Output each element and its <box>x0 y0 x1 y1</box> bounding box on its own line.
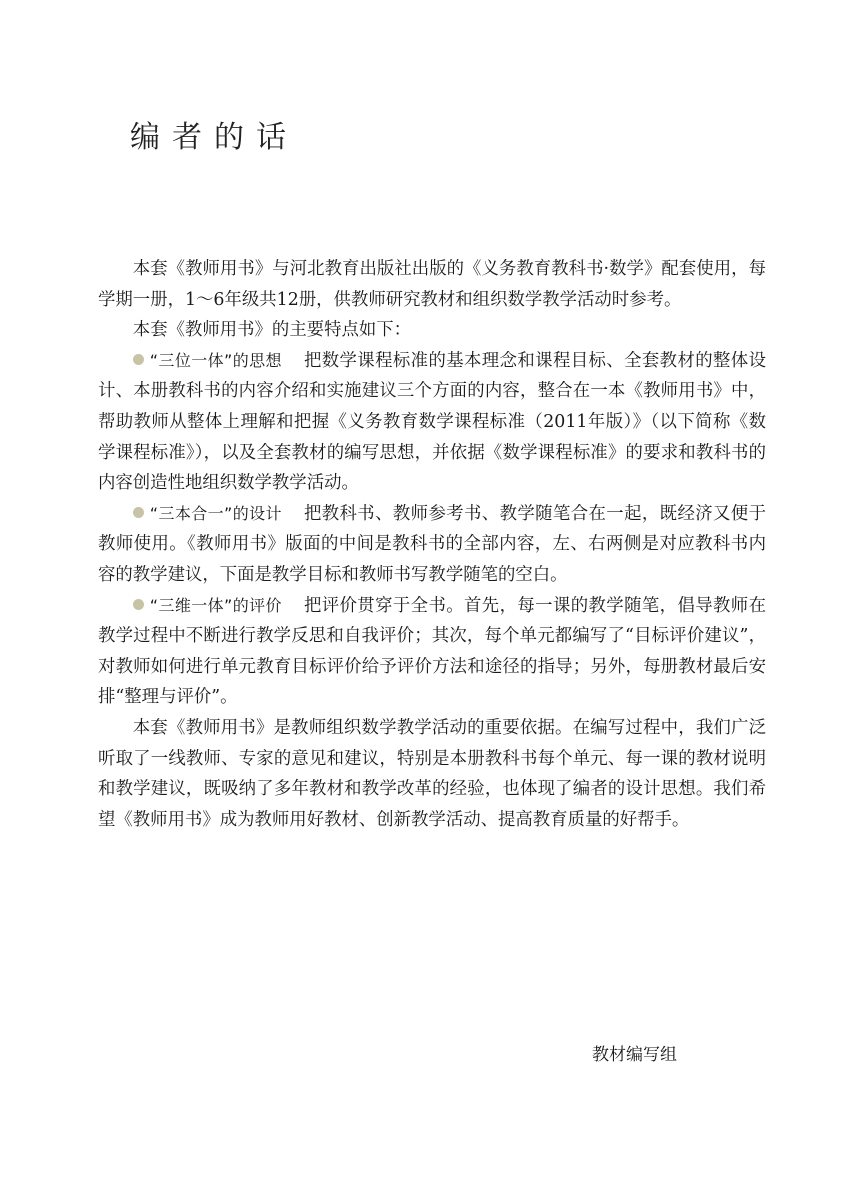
closing-paragraph: 本套《教师用书》是教师组织数学教学活动的重要依据。在编写过程中，我们广泛听取了一线教师、专家的意见和建议，特别是本册教科书每个单元、每一课的教材说明和教学建议，既吸纳了多年教材和教学改革的经验，也体现了编者的设计思想。我们希望《教师用书》成为教师用好教材、创新教学活动、提高教育质量的好帮手。 <box>98 717 766 830</box>
bullet-dot-icon <box>133 354 144 365</box>
feature-paragraph-1 <box>98 346 766 499</box>
feature-text-3: 把评价贯穿于全书。首先，每一课的教学随笔，倡导教师在教学过程中不断进行教学反思和自我评价；其次，每个单元都编写了“目标评价建议”，对教师如何进行单元教育目标评价给予评价方法和途径的指导；另外，每册教材最后安排“整理与评价”。 <box>98 595 766 708</box>
feature-paragraph-2 <box>98 499 766 591</box>
feature-title-1: “三位一体”的思想 <box>149 350 282 370</box>
feature-text-2: 把教科书、教师参考书、教学随笔合在一起，既经济又便于教师使用。《教师用书》版面的中间是教科书的全部内容，左、右两侧是对应教科书内容的教学建议，下面是教学目标和教师书写教学随笔的空白。 <box>98 503 766 585</box>
bullet-dot-icon <box>133 507 144 518</box>
features-lead-paragraph: 本套《教师用书》的主要特点如下： <box>132 320 412 341</box>
feature-text-1: 把数学课程标准的基本理念和课程目标、全套教材的整体设计、本册教科书的内容介绍和实施建议三个方面的内容，整合在一本《教师用书》中，帮助教师从整体上理解和把握《义务教育数学课程标准（2011年版）》（以下简称《数学课程标准》），以及全套教材的编写思想，并依据《数学课程标准》的要求和教科书的内容创造性地组织数学教学活动。 <box>98 350 766 494</box>
signature: 教材编写组 <box>592 1045 677 1065</box>
feature-title-3: “三维一体”的评价 <box>149 595 282 615</box>
page-title: 编者的话 <box>130 120 298 155</box>
feature-paragraph-3 <box>98 591 766 713</box>
preface-body <box>98 254 766 835</box>
intro-paragraph: 本套《教师用书》与河北教育出版社出版的《义务教育教科书·数学》配套使用，每学期一册，1～6年级共12册，供教师研究教材和组织数学教学活动时参考。 <box>98 259 766 310</box>
bullet-dot-icon <box>133 599 144 610</box>
feature-title-2: “三本合一”的设计 <box>149 503 282 523</box>
